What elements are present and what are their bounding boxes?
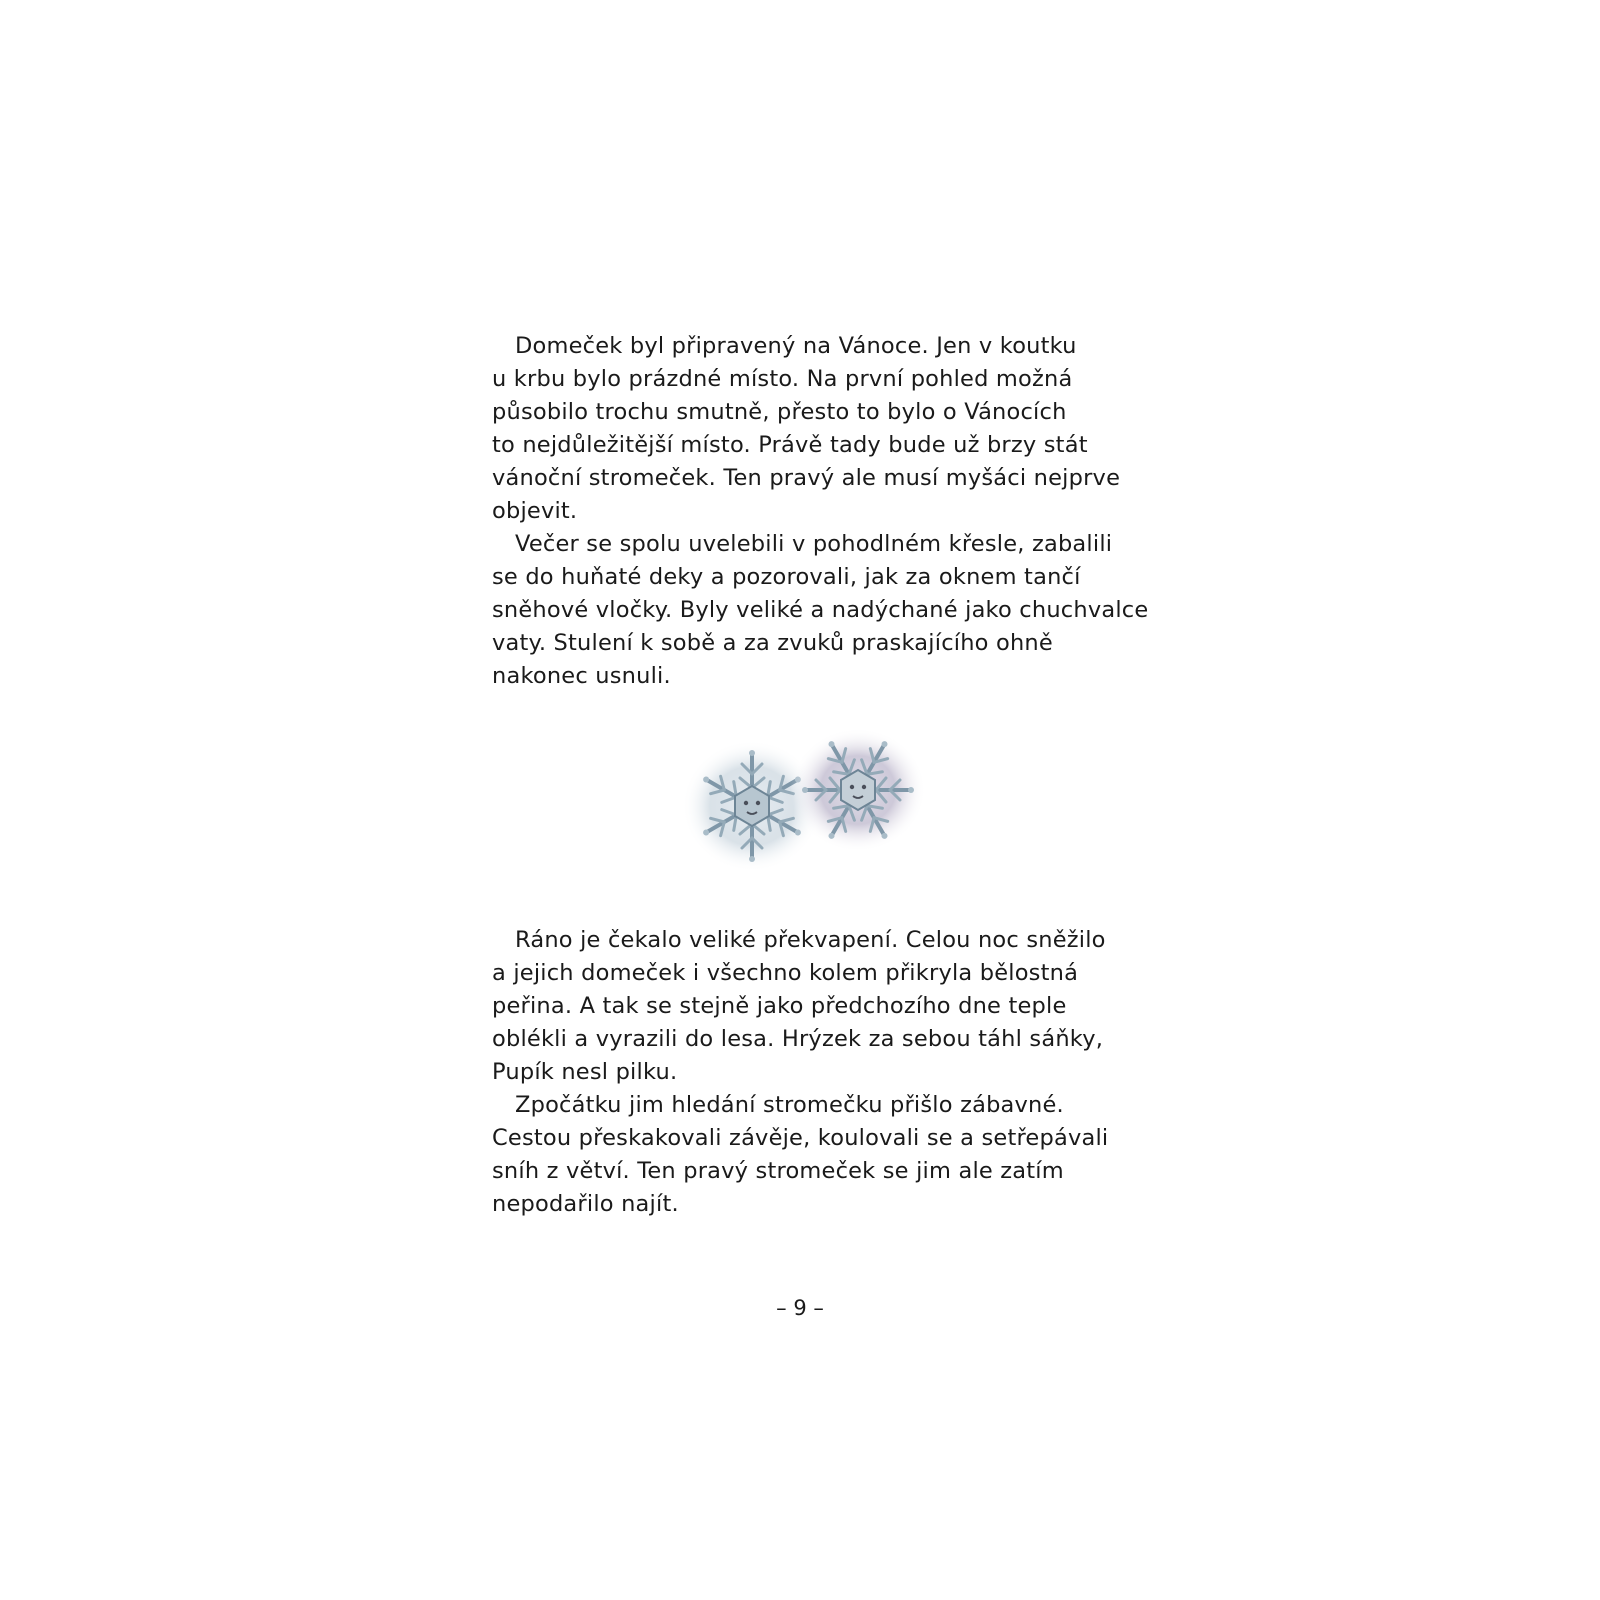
paragraph-line: u krbu bylo prázdné místo. Na první pohled možná [492, 366, 1073, 392]
paragraph-line: působilo trochu smutně, přesto to bylo o Vánocích [492, 399, 1067, 425]
snowflakes-illustration-icon [680, 728, 930, 878]
paragraph-line: a jejich domeček i všechno kolem přikryla bělostná [492, 960, 1079, 986]
paragraph-line: peřina. A tak se stejně jako předchozího dne teple [492, 993, 1067, 1019]
paragraph-line: to nejdůležitější místo. Právě tady bude už brzy stát [492, 432, 1088, 458]
text-block-top [492, 330, 1149, 693]
paragraph-line: Zpočátku jim hledání stromečku přišlo zábavné. [515, 1092, 1064, 1118]
paragraph-line: nepodařilo najít. [492, 1191, 679, 1217]
paragraph-line: oblékli a vyrazili do lesa. Hrýzek za sebou táhl sáňky, [492, 1026, 1104, 1052]
paragraph-line: Ráno je čekalo veliké překvapení. Celou noc sněžilo [515, 927, 1106, 953]
paragraph-line: objevit. [492, 498, 578, 524]
paragraph-line: sněhové vločky. Byly veliké a nadýchané jako chuchvalce [492, 597, 1149, 623]
paragraph-line: Cestou přeskakovali závěje, koulovali se a setřepávali [492, 1125, 1109, 1151]
paragraph-line: Domeček byl připravený na Vánoce. Jen v koutku [515, 333, 1077, 359]
paragraph-line: vaty. Stulení k sobě a za zvuků praskajícího ohně [492, 630, 1053, 656]
paragraph-line: Večer se spolu uvelebili v pohodlném křesle, zabalili [515, 531, 1113, 557]
paragraph-line: se do huňaté deky a pozorovali, jak za oknem tančí [492, 564, 1081, 590]
text-block-bottom [492, 924, 1132, 1221]
page-number: – 9 – [776, 1296, 824, 1320]
paragraph-line: Pupík nesl pilku. [492, 1059, 678, 1085]
paragraph-line: sníh z větví. Ten pravý stromeček se jim ale zatím [492, 1158, 1064, 1184]
paragraph-line: nakonec usnuli. [492, 663, 671, 689]
paragraph-line: vánoční stromeček. Ten pravý ale musí myšáci nejprve [492, 465, 1121, 491]
